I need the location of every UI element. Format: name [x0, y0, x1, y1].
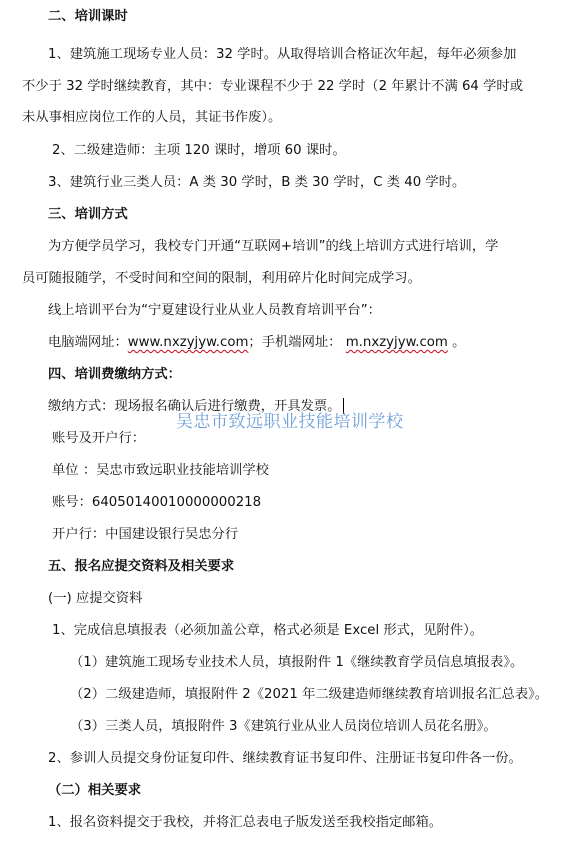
hours-item-1-line-2: 不少于 32 学时继续教育，其中：专业课程不少于 22 学时（2 年累计不满 64 学时或 [22, 79, 524, 94]
section-heading-method: 三、培训方式 [48, 207, 128, 222]
mobile-url-label: ；手机端网址： [248, 335, 346, 350]
account-number: 账号：64050140010000000218 [52, 495, 262, 510]
pc-url-label: 电脑端网址： [48, 335, 128, 350]
requirements-item-1: 1、报名资料提交于我校，并将汇总表电子版发送至我校指定邮箱。 [48, 815, 443, 830]
materials-item-1-c: （3）三类人员，填报附件 3《建筑行业从业人员岗位培训人员花名册》。 [70, 719, 497, 734]
url-line-end: 。 [447, 335, 466, 350]
method-paragraph-line-1: 为方便学员学习，我校专门开通“互联网+培训”的线上培训方式进行培训，学 [48, 239, 499, 254]
materials-item-1-a: （1）建筑施工现场专业技术人员，填报附件 1《继续教育学员信息填报表》。 [70, 655, 524, 670]
section-heading-hours: 二、培训课时 [48, 9, 128, 24]
platform-line: 线上培训平台为“宁夏建设行业从业人员教育培训平台”： [48, 303, 381, 318]
materials-item-1-b: （2）二级建造师，填报附件 2《2021 年二级建造师继续教育培训报名汇总表》。 [70, 687, 549, 702]
hours-item-3: 3、建筑行业三类人员：A 类 30 学时，B 类 30 学时，C 类 40 学时。 [48, 175, 466, 190]
section-heading-fees: 四、培训费缴纳方式： [48, 367, 181, 382]
watermark-text: 吴忠市致远职业技能培训学校 [176, 412, 404, 432]
url-line [0, 332, 587, 354]
section-heading-materials: 五、报名应提交资料及相关要求 [48, 559, 235, 574]
payment-text: 缴纳方式：现场报名确认后进行缴费，开具发票。 [48, 399, 341, 414]
mobile-url-text: m.nxzyjyw.com [345, 335, 448, 350]
hours-item-2: 2、二级建造师：主项 120 课时，增项 60 课时。 [52, 143, 346, 158]
hours-item-1-line-3: 未从事相应岗位工作的人员，其证书作废）。 [22, 110, 282, 125]
account-bank: 开户行：中国建设银行吴忠分行 [52, 527, 239, 542]
pc-url-text: www.nxzyjyw.com [127, 335, 249, 350]
materials-subheading-1: (一) 应提交资料 [48, 591, 143, 606]
account-unit: 单位 ：吴忠市致远职业技能培训学校 [52, 463, 269, 478]
materials-item-1: 1、完成信息填报表（必须加盖公章，格式必须是 Excel 形式，见附件）。 [52, 623, 484, 638]
account-title: 账号及开户行： [52, 431, 146, 446]
method-paragraph-line-2: 员可随报随学，不受时间和空间的限制，利用碎片化时间完成学习。 [22, 271, 421, 286]
materials-item-2: 2、参训人员提交身份证复印件、继续教育证书复印件、注册证书复印件各一份。 [48, 751, 522, 766]
hours-item-1-line-1: 1、建筑施工现场专业人员：32 学时。从取得培训合格证次年起，每年必须参加 [48, 47, 517, 62]
materials-subheading-2: （二）相关要求 [48, 783, 142, 798]
